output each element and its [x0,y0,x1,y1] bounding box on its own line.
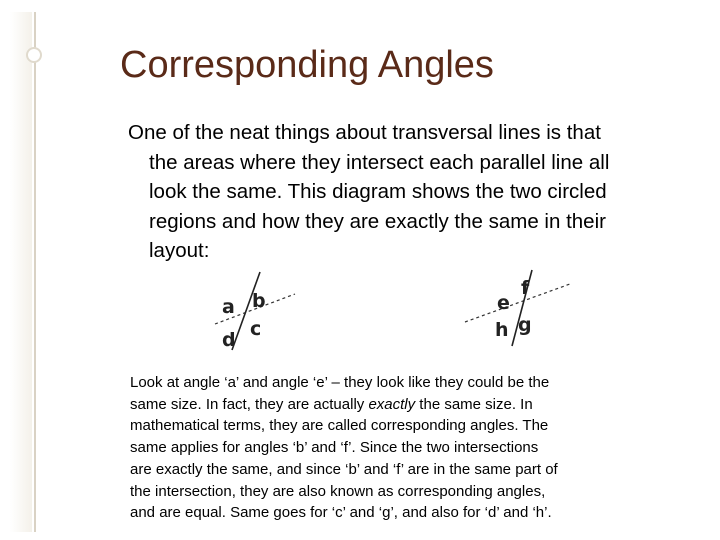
intro-line: the areas where they intersect each parallel line all [149,150,610,174]
angle-label-a: a [222,296,235,318]
right-intersection [465,270,570,346]
intro-line: layout: [149,239,210,262]
body-line: mathematical terms, they are called corresponding angles. The [130,417,549,435]
body-text: same size. In fact, they are actually [130,395,369,413]
body-line: same applies for angles ‘b’ and ‘f’. Since the two intersections [130,439,539,457]
explanation-paragraph [130,372,670,524]
emphasis-text: exactly [368,395,416,413]
intersection-diagram [210,262,590,362]
left-intersection [215,272,295,351]
slide-title: Corresponding Angles [120,44,494,86]
angle-label-g: g [518,314,532,336]
body-line: Look at angle ‘a’ and angle ‘e’ – they look like they could be the [130,374,550,391]
angle-label-e: e [497,292,510,314]
body-line [130,394,670,416]
left-decorative-band [10,12,32,532]
intro-line: One of the neat things about transversal lines is that [128,121,601,144]
body-line: and are equal. Same goes for ‘c’ and ‘g’, and also for ‘d’ and ‘h’. [130,504,552,522]
body-line: the intersection, they are also known as corresponding angles, [130,482,546,500]
angle-label-d: d [222,329,236,351]
left-decorative-rule [34,12,36,532]
body-line: are exactly the same, and since ‘b’ and ‘f’ are in the same part of [130,460,558,478]
angle-label-b: b [252,290,266,312]
body-text: the same size. In [415,395,533,413]
angle-label-f: f [521,277,530,299]
ring-ornament-icon [26,47,42,63]
intro-paragraph [128,118,698,266]
angle-label-h: h [495,319,509,341]
intro-line: look the same. This diagram shows the two circled [149,180,607,203]
intro-line: regions and how they are exactly the same in their [149,209,606,233]
angle-label-c: c [250,318,262,340]
